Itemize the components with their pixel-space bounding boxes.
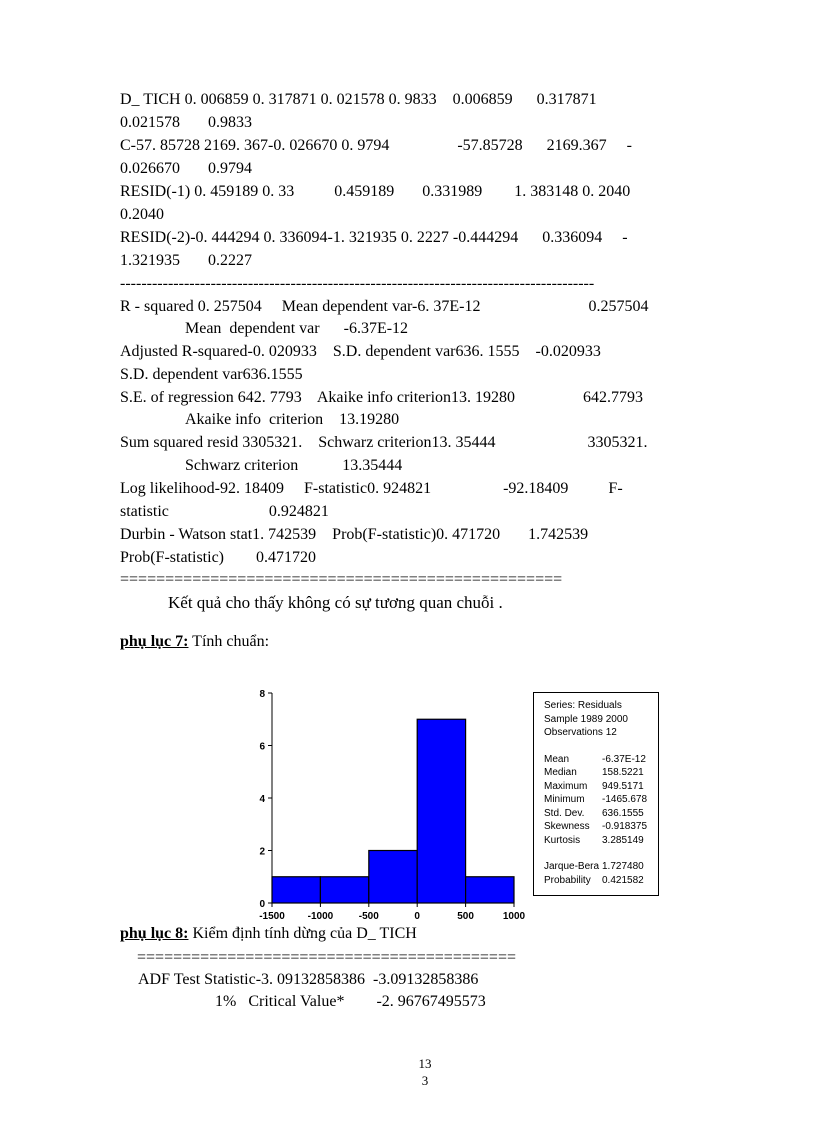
histogram-bar <box>466 877 514 903</box>
output-line: statistic 0.924821 <box>120 503 329 520</box>
residual-stats-box <box>533 692 659 896</box>
stats-key: Probability <box>544 874 591 886</box>
output-line: RESID(-2)-0. 444294 0. 336094-1. 321935 0. 2227 -0.444294 0.336094 - <box>120 229 628 246</box>
stats-value: 636.1555 <box>602 807 644 819</box>
output-line-indented: Schwarz criterion 13.35444 <box>185 457 403 474</box>
output-line: ----------------------------------------------------------------------------------------- <box>120 275 595 292</box>
stats-value: 158.5221 <box>602 767 644 778</box>
stats-key: Minimum <box>544 794 585 805</box>
x-tick-label: 500 <box>457 911 474 922</box>
output-line-indented: Akaike info criterion 13.19280 <box>185 411 400 428</box>
output-line: RESID(-1) 0. 459189 0. 33 0.459189 0.331989 1. 383148 0. 2040 <box>120 183 631 200</box>
stats-key: Median <box>544 767 577 778</box>
stats-row <box>544 820 658 834</box>
output-line: Prob(F-statistic) 0.471720 <box>120 549 316 566</box>
stats-header <box>544 699 658 740</box>
stats-key: Mean <box>544 753 570 765</box>
y-tick-label: 2 <box>259 846 265 858</box>
stats-row <box>544 874 658 888</box>
y-tick-label: 6 <box>259 741 265 753</box>
appendix-8-label: phụ lục 8: <box>120 925 189 942</box>
adf-test-statistic: ADF Test Statistic-3. 09132858386 -3.09132858386 <box>138 971 479 988</box>
appendix-7-title: Tính chuẩn: <box>188 633 270 650</box>
stats-value: -0.918375 <box>602 821 648 832</box>
output-line: 0.026670 0.9794 <box>120 160 252 177</box>
stats-value: 949.5171 <box>602 780 644 792</box>
output-line: Log likelihood-92. 18409 F-statistic0. 924821 -92.18409 F- <box>120 480 623 497</box>
output-line: Sum squared resid 3305321. Schwarz criterion13. 35444 3305321. <box>120 434 648 451</box>
residual-histogram <box>250 685 526 925</box>
histogram-bar <box>272 877 320 903</box>
stats-row <box>544 807 658 821</box>
stats-key: Jarque-Bera <box>544 861 600 872</box>
y-tick-label: 0 <box>259 899 265 910</box>
x-tick-label: -1000 <box>307 911 334 922</box>
x-tick-label: -500 <box>358 911 379 922</box>
stats-value: -1465.678 <box>602 794 648 805</box>
appendix-7-label: phụ lục 7: <box>120 633 189 650</box>
page-number-1: 13 <box>418 1056 432 1071</box>
adf-critical-value: 1% Critical Value* -2. 96767495573 <box>215 993 486 1010</box>
output-line: Durbin - Watson stat1. 742539 Prob(F-statistic)0. 471720 1.742539 <box>120 526 589 543</box>
equals-rule: ================================================= <box>120 571 563 588</box>
appendix-8-title: Kiểm định tính dừng của D_ TICH <box>188 925 417 942</box>
stats-value: 0.421582 <box>602 874 644 886</box>
output-line: 0.2040 <box>120 206 164 223</box>
stats-key: Std. Dev. <box>544 807 585 819</box>
stats-key: Maximum <box>544 780 588 792</box>
stats-row <box>544 793 658 807</box>
stats-header-line: Sample 1989 2000 <box>544 713 628 725</box>
output-line: C-57. 85728 2169. 367-0. 026670 0. 9794 -57.85728 2169.367 - <box>120 137 632 154</box>
output-line: 1.321935 0.2227 <box>120 252 252 269</box>
histogram-plot <box>259 689 525 922</box>
stats-rows <box>544 753 658 848</box>
stats-key: Skewness <box>544 821 590 832</box>
appendix-8-heading <box>120 925 417 943</box>
x-tick-label: 1000 <box>502 911 526 922</box>
output-line: S.E. of regression 642. 7793 Akaike info criterion13. 19280 642.7793 <box>120 389 644 406</box>
stats-row <box>544 780 658 794</box>
stats-row <box>544 860 658 874</box>
output-line: D_ TICH 0. 006859 0. 317871 0. 021578 0. 9833 0.006859 0.317871 <box>120 91 597 108</box>
stats-row <box>544 834 658 848</box>
stats-header-line: Series: Residuals <box>544 700 622 711</box>
output-line-indented: Mean dependent var -6.37E-12 <box>185 320 409 337</box>
histogram-bar <box>320 877 368 903</box>
page-number-2: 3 <box>421 1073 429 1088</box>
stats-row <box>544 753 658 767</box>
stats-key: Kurtosis <box>544 834 581 846</box>
stats-value: 1.727480 <box>602 861 644 872</box>
x-tick-label: -1500 <box>259 911 285 922</box>
appendix-7-heading <box>120 633 269 651</box>
stats-value: -6.37E-12 <box>602 753 646 765</box>
conclusion-text: Kết quả cho thấy không có sự tương quan chuỗi . <box>168 593 503 612</box>
equals-rule-2: ========================================== <box>137 949 516 966</box>
output-line: Adjusted R-squared-0. 020933 S.D. dependent var636. 1555 -0.020933 <box>120 343 601 360</box>
histogram-bar <box>369 851 417 904</box>
stats-footer <box>544 860 658 887</box>
stats-row <box>544 766 658 780</box>
y-tick-label: 4 <box>259 794 265 805</box>
y-tick-label: 8 <box>259 689 265 700</box>
output-line: S.D. dependent var636.1555 <box>120 366 303 383</box>
histogram-bar <box>417 719 465 903</box>
output-line: R - squared 0. 257504 Mean dependent var-6. 37E-12 0.257504 <box>120 298 649 315</box>
output-line: 0.021578 0.9833 <box>120 114 252 131</box>
stats-header-line: Observations 12 <box>544 727 617 738</box>
stats-value: 3.285149 <box>602 834 644 846</box>
x-tick-label: 0 <box>414 911 420 922</box>
